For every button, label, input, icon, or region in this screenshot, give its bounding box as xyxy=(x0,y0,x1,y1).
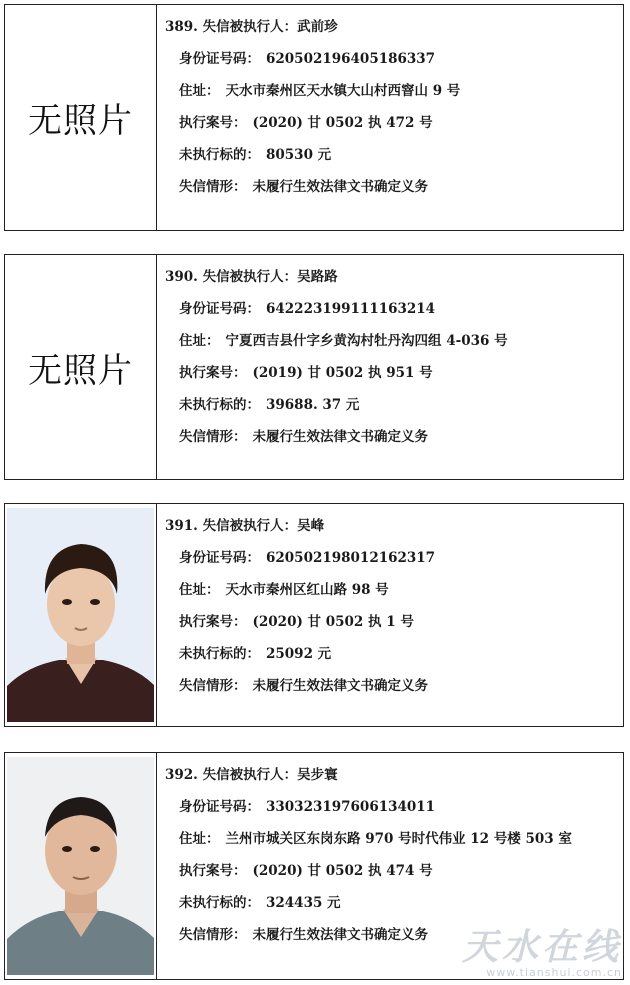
case-label: 执行案号： xyxy=(179,863,247,879)
record-header: 392. 失信被执行人：吴步寰 xyxy=(165,767,338,783)
person-portrait-icon xyxy=(7,757,154,975)
record-header: 390. 失信被执行人：吴路路 xyxy=(165,269,338,285)
address-value: 天水市秦州区红山路 98 号 xyxy=(225,582,389,598)
id-value: 620502198012162317 xyxy=(266,550,436,566)
id-value: 642223199111163214 xyxy=(266,301,436,317)
id-row xyxy=(179,293,623,325)
address-label: 住址： xyxy=(179,83,220,99)
status-row xyxy=(179,421,623,453)
case-value: (2020) 甘 0502 执 472 号 xyxy=(252,115,433,131)
id-label: 身份证号码： xyxy=(179,51,260,67)
record-info xyxy=(157,504,623,726)
id-value: 620502196405186337 xyxy=(266,51,436,67)
photo-cell xyxy=(5,504,157,726)
address-row xyxy=(179,325,623,357)
record-card-390 xyxy=(4,254,624,480)
status-row xyxy=(179,171,623,203)
address-label: 住址： xyxy=(179,333,220,349)
status-row xyxy=(179,670,623,702)
id-value: 330323197606134011 xyxy=(266,799,436,815)
watermark-url: www.tianshui.com.cn xyxy=(486,966,622,979)
address-value: 兰州市城关区东岗东路 970 号时代伟业 12 号楼 503 室 xyxy=(225,831,572,847)
id-row xyxy=(179,542,623,574)
record-info xyxy=(157,5,623,230)
amount-label: 未执行标的： xyxy=(179,147,260,163)
id-row xyxy=(179,791,623,823)
case-value: (2020) 甘 0502 执 1 号 xyxy=(252,614,414,630)
amount-value: 39688. 37 元 xyxy=(266,397,360,413)
amount-label: 未执行标的： xyxy=(179,397,260,413)
status-value: 未履行生效法律文书确定义务 xyxy=(252,927,428,943)
case-row xyxy=(179,107,623,139)
amount-label: 未执行标的： xyxy=(179,646,260,662)
address-label: 住址： xyxy=(179,831,220,847)
amount-value: 25092 元 xyxy=(266,646,332,662)
amount-row xyxy=(179,887,623,919)
portrait-photo xyxy=(7,508,154,722)
amount-value: 324435 元 xyxy=(266,895,341,911)
status-label: 失信情形： xyxy=(179,179,247,195)
status-value: 未履行生效法律文书确定义务 xyxy=(252,179,428,195)
id-label: 身份证号码： xyxy=(179,799,260,815)
no-photo-label: 无照片 xyxy=(28,101,133,141)
id-label: 身份证号码： xyxy=(179,550,260,566)
record-header: 391. 失信被执行人：吴峰 xyxy=(165,518,325,534)
photo-cell xyxy=(5,5,157,230)
address-row xyxy=(179,823,623,855)
status-value: 未履行生效法律文书确定义务 xyxy=(252,429,428,445)
id-row xyxy=(179,43,623,75)
status-label: 失信情形： xyxy=(179,927,247,943)
amount-row xyxy=(179,638,623,670)
amount-value: 80530 元 xyxy=(266,147,332,163)
id-label: 身份证号码： xyxy=(179,301,260,317)
amount-row xyxy=(179,139,623,171)
address-row xyxy=(179,75,623,107)
record-header: 389. 失信被执行人：武前珍 xyxy=(165,19,338,35)
portrait-photo xyxy=(7,757,154,975)
status-label: 失信情形： xyxy=(179,678,247,694)
case-row xyxy=(179,606,623,638)
address-label: 住址： xyxy=(179,582,220,598)
record-card-389 xyxy=(4,4,624,231)
address-value: 天水市秦州区天水镇大山村西窨山 9 号 xyxy=(225,83,461,99)
address-value: 宁夏西吉县什字乡黄沟村牡丹沟四组 4-036 号 xyxy=(225,333,508,349)
amount-label: 未执行标的： xyxy=(179,895,260,911)
photo-cell xyxy=(5,255,157,479)
case-label: 执行案号： xyxy=(179,614,247,630)
person-portrait-icon xyxy=(7,508,154,722)
record-card-391 xyxy=(4,503,624,727)
site-watermark xyxy=(462,919,622,979)
amount-row xyxy=(179,389,623,421)
address-row xyxy=(179,574,623,606)
watermark-brand: 天水在线 xyxy=(461,927,622,968)
case-value: (2020) 甘 0502 执 474 号 xyxy=(252,863,433,879)
case-label: 执行案号： xyxy=(179,365,247,381)
photo-cell xyxy=(5,753,157,979)
case-value: (2019) 甘 0502 执 951 号 xyxy=(252,365,433,381)
case-row xyxy=(179,855,623,887)
record-info xyxy=(157,255,623,479)
case-label: 执行案号： xyxy=(179,115,247,131)
status-label: 失信情形： xyxy=(179,429,247,445)
case-row xyxy=(179,357,623,389)
no-photo-label: 无照片 xyxy=(28,350,133,391)
status-value: 未履行生效法律文书确定义务 xyxy=(252,678,428,694)
